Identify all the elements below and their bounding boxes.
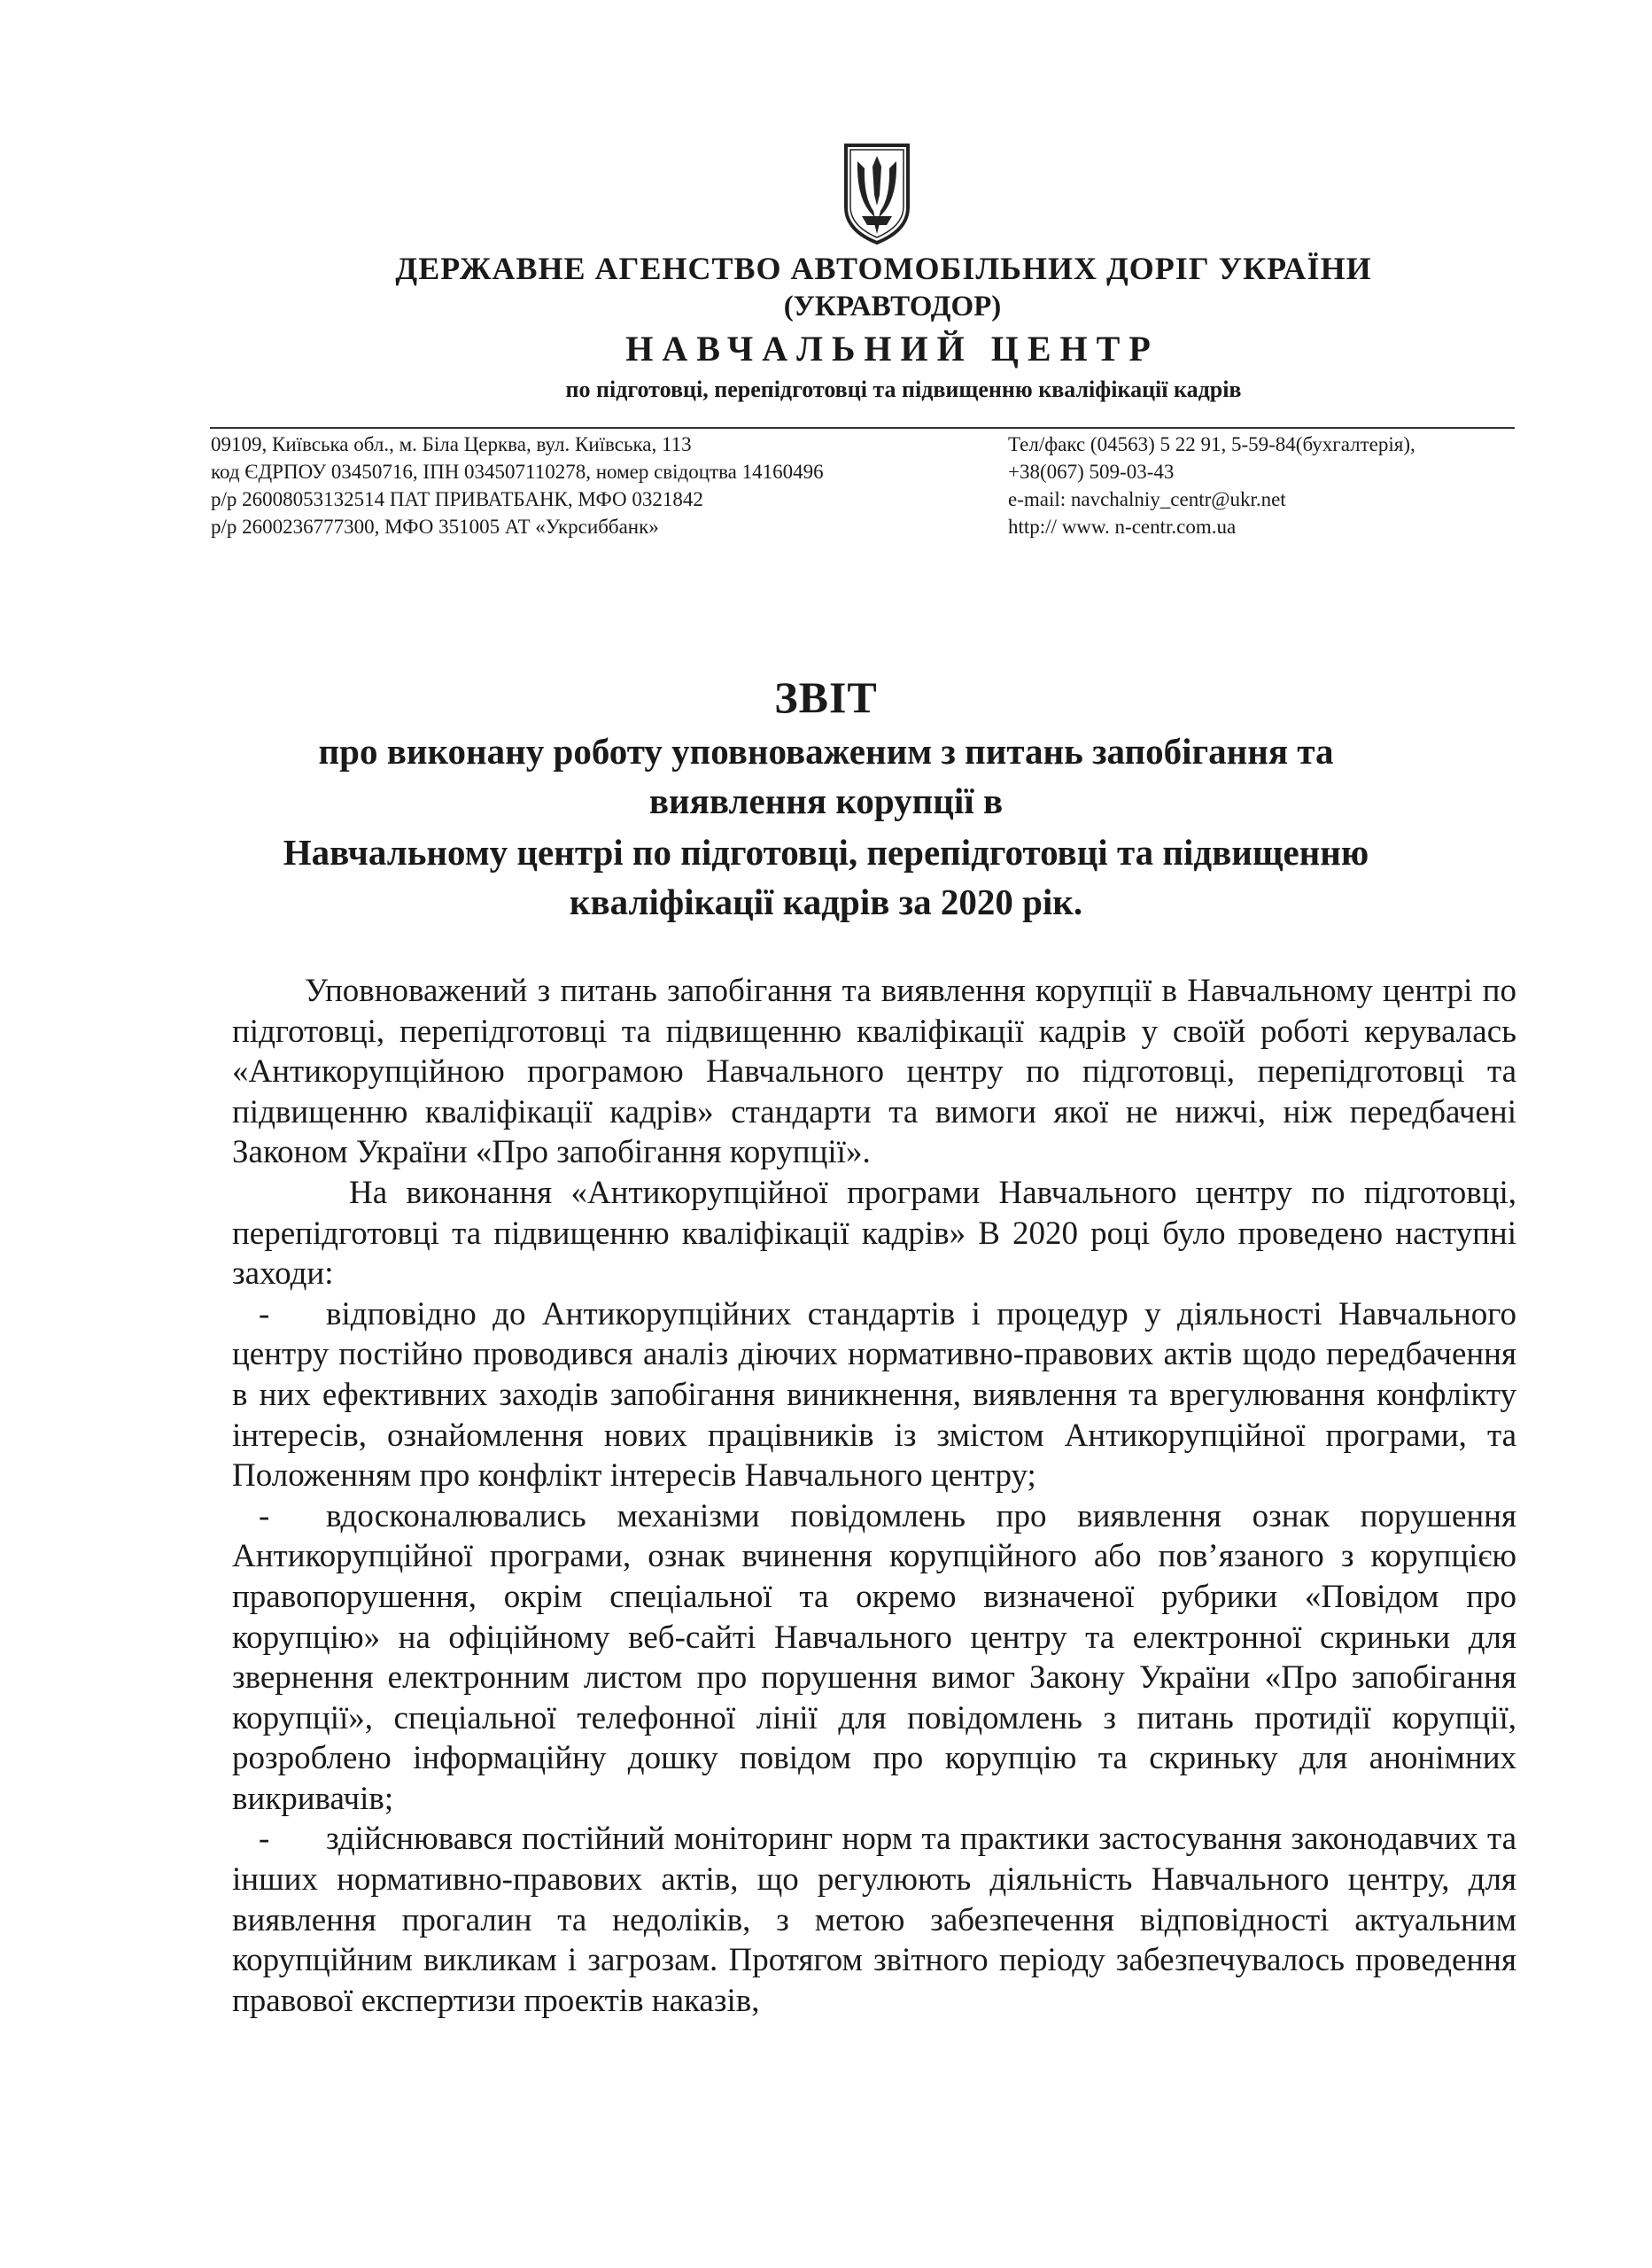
registration-line: код ЄДРПОУ 03450716, ІПН 034507110278, номер свідоцтва 14160496 <box>211 461 824 483</box>
list-item <box>232 1819 1516 2021</box>
bullet-dash: - <box>259 1821 270 1858</box>
center-subtitle: по підготовці, перепідготовці та підвищенню кваліфікації кадрів <box>565 377 1242 402</box>
list-item-text: відповідно до Антикорупційних стандартів і процедур у діяльності Навчального центру постійно проводився аналіз діючих нормативно-правових актів щодо передбачення в них ефективних заходів запобігання виникнення, виявлення та врегулювання конфлікту інтересів, ознайомлення нових працівників із змістом Антикорупційної програми, та Положенням про конфлікт інтересів Навчального центру; <box>232 1295 1516 1495</box>
address-line: 09109, Київська обл., м. Біла Церква, вул. Київська, 113 <box>211 433 692 455</box>
report-subtitle-line: кваліфікації кадрів за 2020 рік. <box>569 882 1083 922</box>
list-item-text: вдосконалювались механізми повідомлень про виявлення ознак порушення Антикорупційної програми, ознак вчинення корупційного або пов’язаного з корупцією правопорушення, окрім спеціальної та окремо визначеної рубрики «Повідом про корупцію» на офіційному веб-сайті Навчального центру та електронної скриньки для звернення електронним листом про порушення вимог Закону України «Про запобігання корупції», спеціальної телефонної лінії для повідомлень з питань протидії корупції, розроблено інформаційну дошку повідом про корупцію та скриньку для анонімних викривачів; <box>232 1497 1516 1817</box>
letterhead-divider <box>210 427 1515 429</box>
contacts-right <box>1008 431 1415 540</box>
bullet-dash: - <box>259 1497 270 1534</box>
website-line: http:// www. n-centr.com.ua <box>1008 516 1237 538</box>
bank-account-line: р/р 26008053132514 ПАТ ПРИВАТБАНК, МФО 0321842 <box>211 488 703 510</box>
report-subtitle-line: виявлення корупції в <box>648 781 1004 821</box>
report-subtitle-line: про виконану роботу уповноваженим з питань запобігання та <box>318 731 1334 772</box>
bullet-dash: - <box>259 1295 270 1332</box>
requisites-left <box>211 431 824 540</box>
paragraph: На виконання «Антикорупційної програми Навчального центру по підготовці, перепідготовці та підвищенню кваліфікації кадрів» В 2020 році було проведено наступні заходи: <box>232 1174 1516 1293</box>
mobile-line: +38(067) 509-03-43 <box>1008 461 1175 483</box>
report-subtitle-line: Навчальному центрі по підготовці, перепідготовці та підвищенню <box>283 832 1369 873</box>
report-body <box>232 971 1516 2021</box>
org-name: ДЕРЖАВНЕ АГЕНСТВО АВТОМОБІЛЬНИХ ДОРІГ УКРАЇНИ <box>395 251 1372 286</box>
org-abbreviation: (УКРАВТОДОР) <box>783 291 1002 322</box>
paragraph: Уповноважений з питань запобігання та виявлення корупції в Навчальному центрі по підготовці, перепідготовці та підвищенню кваліфікації кадрів у своїй роботі керувалась «Антикорупційною програмою Навчального центру по підготовці, перепідготовці та підвищенню кваліфікації кадрів» стандарти та вимоги якої не нижчі, ніж передбачені Законом України «Про запобігання корупції». <box>232 973 1516 1171</box>
phone-line: Тел/факс (04563) 5 22 91, 5-59-84(бухгалтерія), <box>1008 433 1415 455</box>
list-item <box>232 1294 1516 1496</box>
list-item <box>232 1496 1516 1820</box>
report-title: ЗВІТ <box>774 672 878 722</box>
email-line: e-mail: navchalniy_centr@ukr.net <box>1008 488 1286 510</box>
coat-of-arms-icon <box>842 142 911 246</box>
bank-account-line: р/р 2600236777300, МФО 351005 АТ «Укрсиббанк» <box>211 516 659 538</box>
center-name: НАВЧАЛЬНИЙ ЦЕНТР <box>625 329 1160 369</box>
list-item-text: здійснювався постійний моніторинг норм та практики застосування законодавчих та інших нормативно-правових актів, що регулюють діяльність Навчального центру, для виявлення прогалин та недоліків, з метою забезпечення відповідності актуальним корупційним викликам і загрозам. Протягом звітного періоду забезпечувалось проведення правової експертизи проектів наказів, <box>232 1821 1516 2019</box>
